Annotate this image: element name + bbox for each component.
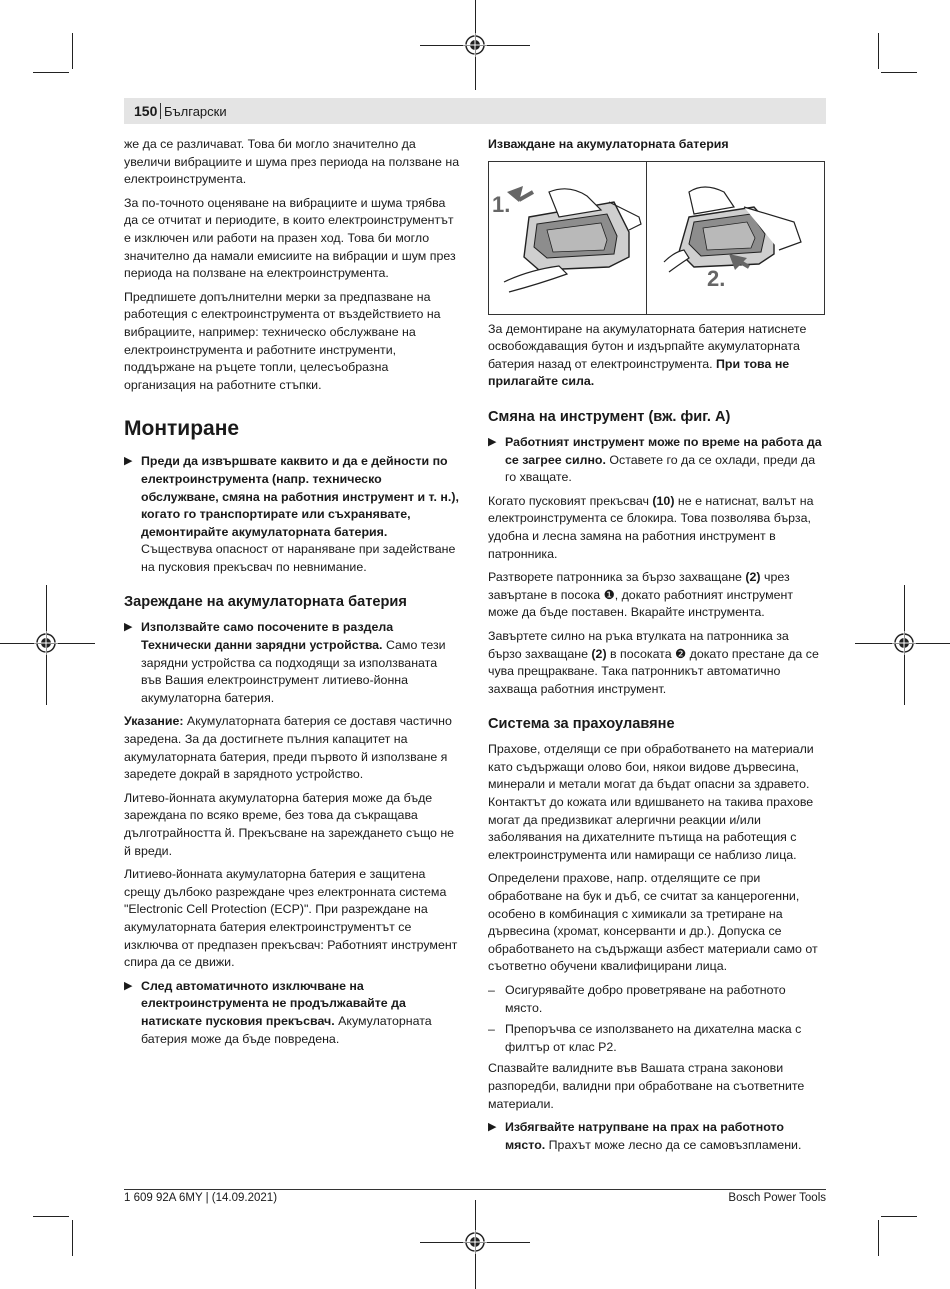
- dash-icon: –: [488, 1022, 495, 1037]
- section-heading-tool-change: Смяна на инструмент (вж. фиг. A): [488, 408, 731, 425]
- dash-icon: –: [488, 983, 495, 997]
- note-text: Акумулаторната батерия се доставя частично заредена. За да достигнете пълния капацитет на акумулаторната батерия, преди първото й използване я заредете докрай в зарядното устройство.: [124, 714, 452, 782]
- reference-number: (10): [652, 493, 675, 508]
- bullet-text: Акумулаторната батерия може да бъде повредена.: [141, 1013, 432, 1046]
- left-column: [124, 136, 461, 1054]
- registration-mark-icon: [34, 631, 58, 655]
- section-heading-charging: Зареждане на акумулаторната батерия: [124, 594, 407, 611]
- bullet-triangle-icon: ▶: [124, 621, 133, 634]
- crop-mark: [878, 1220, 879, 1256]
- bullet-triangle-icon: ▶: [488, 435, 497, 448]
- footer-rule: [124, 1189, 826, 1190]
- reference-number: (2): [591, 646, 607, 661]
- text-span: чрез завъртане в посока ❶, докато работният инструмент може да бъде поставен. Вкарайте инструмента.: [488, 570, 794, 620]
- paragraph: [488, 628, 825, 698]
- bullet-text: Съществува опасност от нараняване при задействане на пусковия прекъсвач по невнимание.: [141, 542, 456, 574]
- step-label-1: 1.: [492, 191, 511, 217]
- text-span: в посоката ❷ докато престане да се чува прещракване. Така патронникът автоматично захваща работния инструмент.: [488, 646, 819, 696]
- footer-document-code: 1 609 92A 6MY | (14.09.2021): [124, 1192, 278, 1204]
- bullet-bold-text: След автоматичното изключване на електроинструмента не продължавайте да натискате пусковия прекъсвач.: [141, 978, 406, 1028]
- header-separator: [160, 103, 161, 119]
- paragraph: Спазвайте валидните във Вашата страна законови разпоредби, валидни при обработване на съответните материали.: [488, 1061, 805, 1111]
- bullet-bold-text: Използвайте само посочените в раздела Технически данни зарядни устройства.: [141, 620, 394, 653]
- dash-text: Препоръчва се използването на дихателна маска с филтър от клас P2.: [505, 1022, 802, 1054]
- crop-mark: [878, 33, 879, 69]
- dash-list-item: [488, 982, 825, 1017]
- text-span: Завъртете силно на ръка втулката на патронника за бързо захващане: [488, 628, 789, 661]
- warning-bullet: [488, 1119, 825, 1154]
- figure-divider: [646, 162, 647, 314]
- dash-text: Осигурявайте добро проветряване на работното място.: [505, 983, 786, 1015]
- paragraph: Литево-йонната акумулаторна батерия може да бъде зареждана по всяко време, без това да съкращава дълготрайността й. Прекъсване на зареждането също не й вреди.: [124, 790, 455, 858]
- bullet-bold-text: Избягвайте натрупване на прах на работното място.: [505, 1120, 784, 1152]
- crop-mark: [72, 33, 73, 69]
- note-label: Указание:: [124, 714, 184, 729]
- page-header-bar: [124, 98, 826, 124]
- page-number: 150: [134, 103, 158, 119]
- step-label-2: 2.: [707, 265, 726, 291]
- paragraph: [488, 493, 825, 563]
- paragraph: Предпишете допълнителни мерки за предпазване на работещия с електроинструмента от въздействието на вибрациите, например: техническо обслужване на електроинструмента и работните инструменти, поддържане на ръцете топли, целесъобразна организация на работните стъпки.: [124, 289, 441, 392]
- section-heading-dust: Система за прахоулавяне: [488, 716, 675, 733]
- section-heading-montirane: Монтиране: [124, 417, 240, 441]
- warning-bullet: [124, 978, 461, 1048]
- crop-mark: [881, 72, 917, 73]
- bullet-triangle-icon: ▶: [124, 455, 133, 468]
- bullet-bold-text: Работният инструмент може по време на работа да се загрее силно.: [505, 434, 822, 467]
- bullet-triangle-icon: ▶: [488, 1121, 497, 1134]
- bullet-text: Оставете го да се охлади, преди да го хващате.: [505, 452, 816, 485]
- paragraph: Прахове, отделящи се при обработването на материали като съдържащи олово бои, някои видове дървесина, минерали и метали могат да бъдат опасни за здравето. Контактът до кожата или вдишването на такива прахове могат да предизвикат алергични реакции и/или заболявания на дихателните пътища на работещия с електроинструмента или намиращи се наблизо лица.: [488, 742, 814, 862]
- paragraph: За по-точното оценяване на вибрациите и шума трябва да се отчитат и периодите, в които електроинструментът е изключен или работи на празен ход. Това би могло значително да намали емисиите на вибрации и шум през периода на ползване на електроинструмента.: [124, 195, 456, 281]
- right-column: [488, 136, 825, 1160]
- registration-mark-icon: [892, 631, 916, 655]
- caption-text: За демонтиране на акумулаторната батерия натиснете освобождаващия бутон и издърпайте акумулаторната батерия назад от електроинструмента.: [488, 321, 807, 371]
- battery-removal-figure: [488, 161, 825, 315]
- text-span: Когато пусковият прекъсвач: [488, 493, 653, 508]
- text-span: Разтворете патронника за бързо захващане: [488, 570, 746, 585]
- note-paragraph: [124, 713, 461, 783]
- warning-bullet: [488, 434, 825, 487]
- footer-brand: Bosch Power Tools: [728, 1192, 826, 1204]
- reference-number: (2): [745, 570, 761, 585]
- crop-mark: [33, 72, 69, 73]
- bullet-text: Само тези зарядни устройства са подходящи за използваната във Вашия електроинструмент литиево-йонна акумулаторна батерия.: [141, 638, 446, 705]
- figure-title: Изваждане на акумулаторната батерия: [488, 137, 729, 151]
- crop-mark: [72, 1220, 73, 1256]
- figure-caption: [488, 321, 825, 391]
- paragraph: Литиево-йонната акумулаторна батерия е защитена срещу дълбоко разреждане чрез електронната система "Electronic Cell Protection (ECP)". При разреждане на акумулаторната батерия електроинструментът се изключва от предпазен прекъсвач: Работният инструмент спира да се движи.: [124, 867, 458, 970]
- paragraph: же да се различават. Това би могло значително да увеличи вибрациите и шума през периода на ползване на електроинструмента.: [124, 137, 460, 187]
- crop-mark: [33, 1216, 69, 1217]
- paragraph: Определени прахове, напр. отделящите се при обработване на бук и дъб, се считат за канцерогенни, особено в комбинация с химикали за третиране на дървесина (хромат, консерванти и др.). Допуска се обработването на съдържащи азбест материали само от съответно обучени квалифицирани лица.: [488, 871, 818, 974]
- dash-list-item: [488, 1021, 825, 1056]
- warning-bullet: [124, 619, 461, 707]
- bullet-text: Прахът може лесно да се самовъзпламени.: [545, 1137, 802, 1152]
- text-span: не е натиснат, валът на електроинструмента се блокира. Това позволява бърза, удобна и лесна замяна на работния инструмент в патронника.: [488, 493, 814, 561]
- paragraph: [488, 569, 825, 622]
- crop-mark: [881, 1216, 917, 1217]
- bullet-bold-text: Преди да извършвате каквито и да е дейности по електроинструмента (напр. техническо обслужване, смяна на работния инструмент и т. н.), когато го транспортирате или съхранявате, демонтирайте акумулаторната батерия.: [141, 454, 459, 539]
- page-language: Български: [164, 104, 227, 119]
- bullet-triangle-icon: ▶: [124, 979, 133, 992]
- registration-mark-icon: [463, 33, 487, 57]
- warning-bullet: [124, 453, 461, 576]
- registration-mark-icon: [463, 1230, 487, 1254]
- caption-bold-text: При това не прилагайте сила.: [488, 356, 790, 389]
- battery-removal-illustration: [489, 162, 824, 314]
